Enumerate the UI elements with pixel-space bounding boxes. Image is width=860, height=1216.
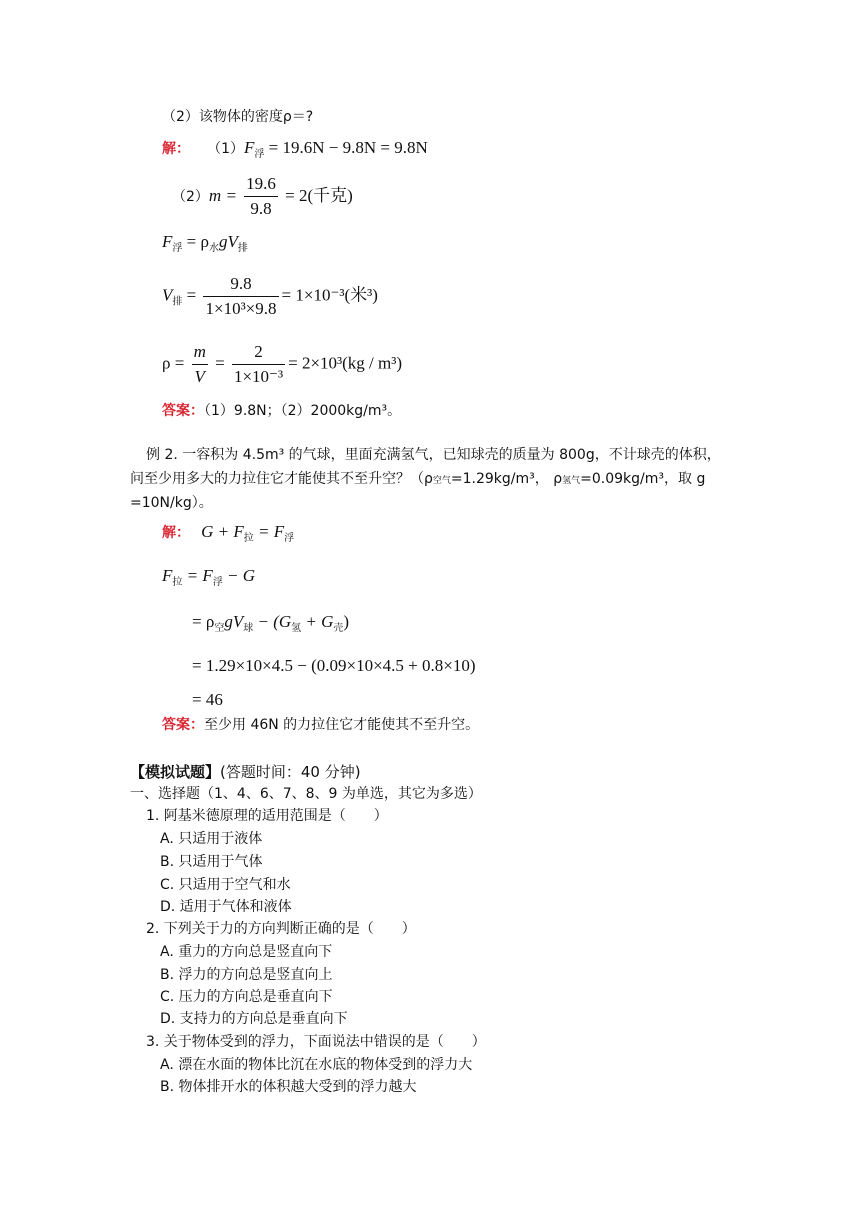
question-3-stem: 3. 关于物体受到的浮力，下面说法中错误的是（ ） <box>146 1034 486 1050</box>
fraction: $\frac{2}{\text{1×10⁻³}}$ <box>233 342 284 386</box>
solution-2-line4: = 1.29×10×4.5 − (0.09×10×4.5 + 0.8×10) <box>192 656 476 675</box>
question-1-stem: 1. 阿基米德原理的适用范围是（ ） <box>146 808 388 824</box>
question-2-option-d: D. 支持力的方向总是垂直向下 <box>160 1011 348 1027</box>
fraction: $\frac{19.6}{9.8}$ <box>246 174 276 218</box>
fraction: $\frac{9.8}{\text{1×10³×9.8}}$ <box>205 274 277 318</box>
solution-1-line1: 解： $(1)F_浮 = 19.6N - 9.8N = 9.8N$ <box>162 138 428 160</box>
question-1-option-a: A. 只适用于液体 <box>160 831 263 847</box>
solution-1-mass: （2）m = $\frac{19.6}{9.8}$ = 2(千克) <box>172 174 353 218</box>
solution-1-buoyancy-formula: $F_浮 = \rho_水gV_排$ <box>162 232 248 254</box>
question-1-option-b: B. 只适用于气体 <box>160 854 263 870</box>
question-1-option-c: C. 只适用于空气和水 <box>160 877 291 893</box>
example-2-line3: =10N/kg）。 <box>130 495 213 511</box>
solution-2-line3: = $\rho_空gV_球 - (G_氢 + G_壳)$ <box>192 612 350 634</box>
question-part2: （2）该物体的密度ρ＝? <box>162 109 314 125</box>
solution-2-line2: $F_拉 = F_浮 - G$ <box>162 566 255 588</box>
example-2-line2: 问至少用多大的力拉住它才能使其不至升空？（ρ空气=1.29kg/m³， ρ氢气=0.09kg/m³，取 g <box>130 471 706 487</box>
solution-label: 解： <box>162 141 190 157</box>
solution-2-line5: = 46 <box>192 690 223 709</box>
question-3-option-b: B. 物体排开水的体积越大受到的浮力越大 <box>160 1079 417 1095</box>
question-2-option-a: A. 重力的方向总是竖直向下 <box>160 944 333 960</box>
question-2-stem: 2. 下列关于力的方向判断正确的是（ ） <box>146 921 416 937</box>
question-2-option-c: C. 压力的方向总是垂直向下 <box>160 989 333 1005</box>
example-2-line1: 例 2. 一容积为 4.5m³ 的气球，里面充满氢气，已知球壳的质量为 800g，不计球壳的体积， <box>146 447 721 463</box>
section-subtitle: 一、选择题（1、4、6、7、8、9 为单选，其它为多选） <box>130 786 482 802</box>
fraction: $\frac{m}{V}$ <box>193 342 206 386</box>
section-title: 【模拟试题】(答题时间：40 分钟) <box>130 763 361 781</box>
solution-2-line1: 解： $G + F_拉 = F_浮$ <box>162 522 295 544</box>
question-1-option-d: D. 适用于气体和液体 <box>160 899 292 915</box>
answer-1: 答案：（1）9.8N；（2）2000kg/m³。 <box>162 403 402 419</box>
answer-2: 答案：至少用 46N 的力拉住它才能使其不至升空。 <box>162 717 480 733</box>
solution-1-density: ρ = $\frac{m}{V}$ = $\frac{2}{\text{1×10⁻³}}$ = 2×10³(kg / m³) <box>162 342 403 386</box>
solution-1-volume: $V_排$ = $\frac{9.8}{\text{1×10³×9.8}}$ = 1×10⁻³(米³) <box>162 274 378 318</box>
question-2-option-b: B. 浮力的方向总是竖直向上 <box>160 967 333 983</box>
question-3-option-a: A. 漂在水面的物体比沉在水底的物体受到的浮力大 <box>160 1057 473 1073</box>
